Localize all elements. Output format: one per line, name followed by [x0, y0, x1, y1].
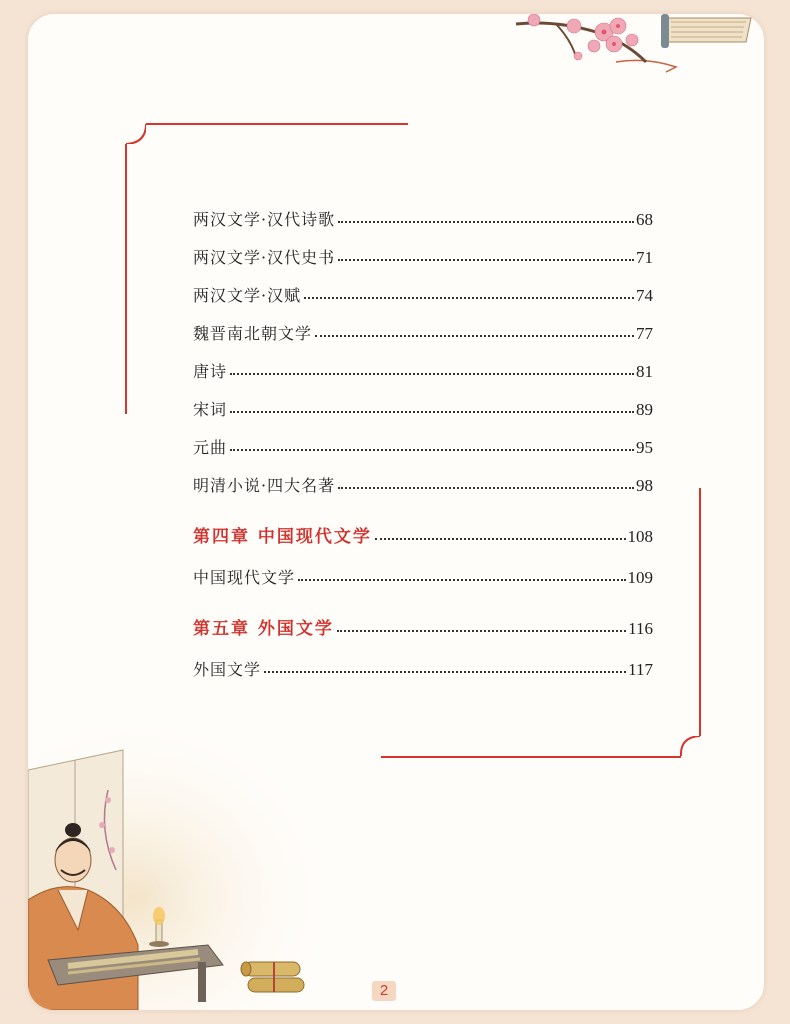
dot-leader — [298, 579, 625, 581]
toc-entry[interactable] — [193, 560, 653, 588]
toc-entry[interactable] — [193, 652, 653, 680]
dot-leader — [338, 259, 634, 261]
toc-entry[interactable] — [193, 354, 653, 382]
dot-leader — [338, 221, 634, 223]
frame-bottom-line — [381, 756, 681, 758]
frame-left-line — [125, 144, 127, 414]
toc-entry[interactable] — [193, 202, 653, 230]
toc-entry[interactable] — [193, 316, 653, 344]
toc-entry-title: 两汉文学·汉代史书 — [193, 248, 336, 267]
bamboo-scroll-bundle-illustration — [238, 958, 308, 1000]
dot-leader — [337, 630, 626, 632]
frame-bottom-right-corner — [680, 736, 701, 757]
toc-entry-title: 唐诗 — [193, 362, 228, 381]
toc-entry-title: 外国文学 — [193, 660, 262, 679]
toc-entry[interactable] — [193, 468, 653, 496]
toc-entry-page: 117 — [628, 660, 653, 679]
dot-leader — [264, 671, 626, 673]
toc-entry-page: 68 — [636, 210, 653, 229]
chapter-title: 第五章 外国文学 — [193, 619, 334, 639]
chapter-page: 116 — [628, 619, 653, 638]
frame-top-line — [146, 123, 408, 125]
toc-entry-title: 两汉文学·汉赋 — [193, 286, 302, 305]
chapter-page: 108 — [627, 527, 653, 546]
toc-entry-title: 明清小说·四大名著 — [193, 476, 336, 495]
toc-entry-title: 中国现代文学 — [193, 568, 296, 587]
toc-entry-page: 74 — [636, 286, 653, 305]
toc-entry-title: 元曲 — [193, 438, 228, 457]
toc-entry-page: 109 — [627, 568, 653, 587]
table-of-contents — [193, 202, 653, 680]
frame-top-left-corner — [125, 123, 146, 144]
toc-entry-page: 89 — [636, 400, 653, 419]
toc-entry[interactable] — [193, 278, 653, 306]
book-page — [28, 14, 764, 1010]
toc-entry-page: 77 — [636, 324, 653, 343]
chapter-title: 第四章 中国现代文学 — [193, 527, 372, 547]
toc-entry-page: 81 — [636, 362, 653, 381]
plum-blossom-scroll-illustration — [516, 14, 764, 92]
toc-entry-title: 两汉文学·汉代诗歌 — [193, 210, 336, 229]
toc-entry-page: 95 — [636, 438, 653, 457]
toc-entry-page: 71 — [636, 248, 653, 267]
toc-entry[interactable] — [193, 430, 653, 458]
toc-entry-title: 魏晋南北朝文学 — [193, 324, 313, 343]
toc-chapter-heading[interactable] — [193, 519, 653, 547]
toc-entry-title: 宋词 — [193, 400, 228, 419]
toc-entry[interactable] — [193, 240, 653, 268]
dot-leader — [338, 487, 634, 489]
toc-entry-page: 98 — [636, 476, 653, 495]
dot-leader — [230, 411, 634, 413]
dot-leader — [304, 297, 634, 299]
page-number: 2 — [372, 981, 396, 1001]
toc-entry[interactable] — [193, 392, 653, 420]
dot-leader — [375, 538, 626, 540]
dot-leader — [230, 373, 634, 375]
frame-right-line — [699, 488, 701, 736]
toc-chapter-heading[interactable] — [193, 611, 653, 639]
dot-leader — [315, 335, 634, 337]
dot-leader — [230, 449, 634, 451]
